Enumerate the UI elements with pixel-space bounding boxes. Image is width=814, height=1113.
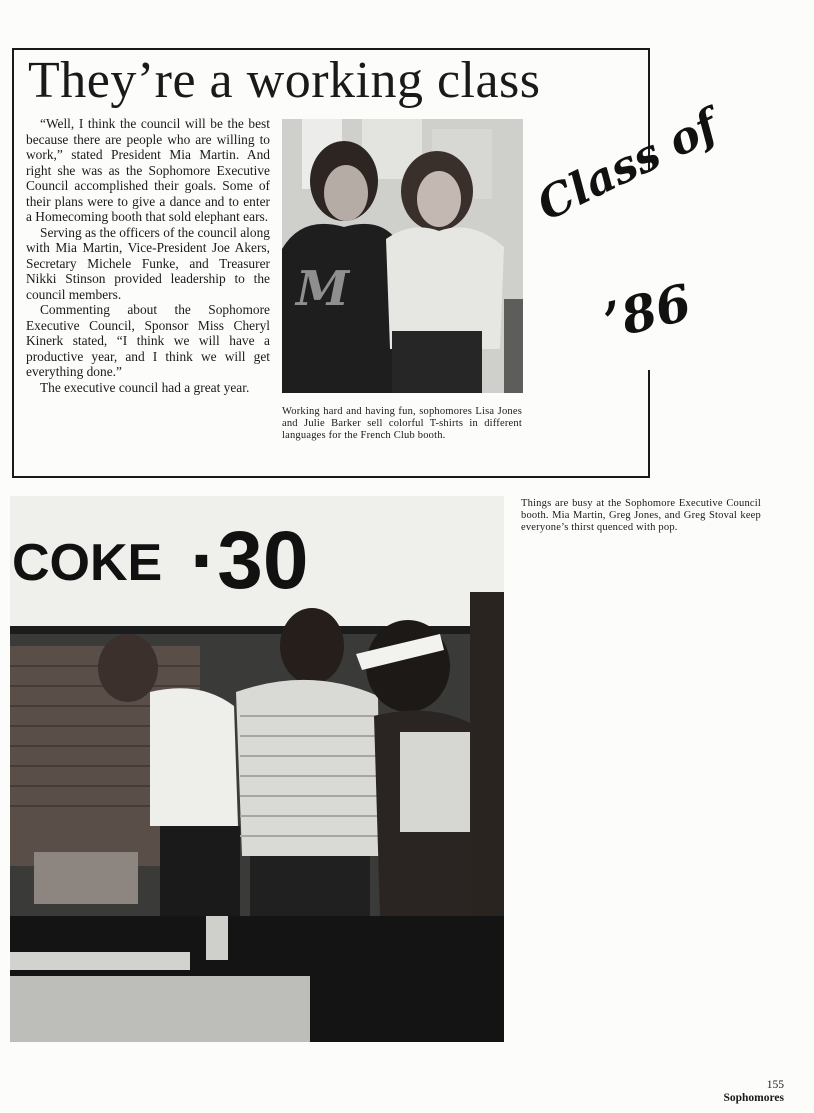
story-paragraph: Commenting about the Sophomore Executive Council, Sponsor Miss Cheryl Kinerk stated, “I think we will have a productive year, and I think we will get everything done.”	[26, 302, 270, 379]
photo-coke-booth	[10, 496, 504, 1042]
photo-coke-booth-image	[10, 496, 504, 1042]
sign-price: ·30	[190, 515, 309, 606]
graphic-year: ’86	[598, 272, 697, 351]
section-name: Sophomores	[723, 1092, 784, 1104]
story-paragraph: The executive council had a great year.	[40, 379, 250, 395]
photo2-caption: Things are busy at the Sophomore Executive Council booth. Mia Martin, Greg Jones, and Greg Stoval keep everyone’s thirst quenced with pop.	[521, 498, 761, 534]
page-folio	[724, 1079, 785, 1105]
story-paragraph: “Well, I think the council will be the best because there are people who are willing to work,” stated President Mia Martin. And right she was as the Sophomore Executive Council accomplished their goals. Some of their plans were to give a dance and to enter a Homecoming booth that sold elephant ears.	[26, 116, 270, 224]
photo-tshirt-sellers-image	[282, 119, 523, 393]
graphic-class-of: Class of	[529, 100, 726, 231]
story-text	[26, 116, 270, 395]
photo1-caption: Working hard and having fun, sophomores Lisa Jones and Julie Barker sell colorful T-shirts in different languages for the French Club booth.	[282, 406, 522, 442]
headline: They’re a working class	[28, 52, 541, 109]
story-paragraph: Serving as the officers of the council along with Mia Martin, Vice-President Joe Akers, Secretary Michele Funke, and Treasurer Nikki Stinson provided leadership to the council members.	[26, 224, 270, 302]
sign-word: COKE	[12, 534, 163, 592]
sweater-letter: M	[296, 261, 350, 317]
photo-tshirt-sellers	[282, 119, 523, 393]
page-number: 155	[766, 1079, 784, 1091]
